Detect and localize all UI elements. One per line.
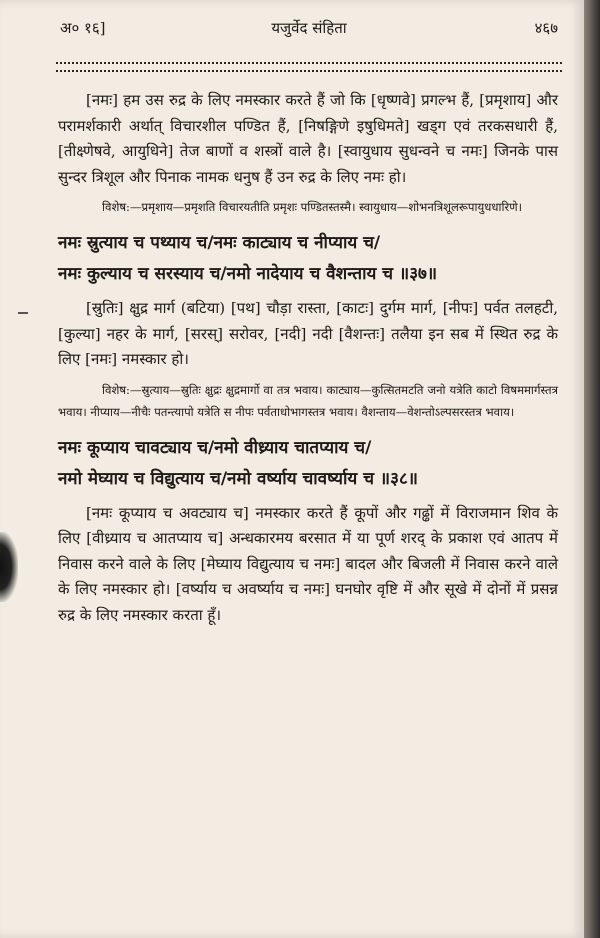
page-edge-shadow <box>584 0 600 938</box>
page-number: ४६७ <box>534 19 558 37</box>
chapter-number: अ० १६] <box>60 19 106 37</box>
verse-37-line-1: नमः स्रुत्याय च पथ्याय च/नमः काट्याय च नीप्याय च/ <box>58 233 381 253</box>
commentary-note-2: विशेष:—स्रुत्याय—स्रुतिः क्षुद्रः क्षुद्रमार्गो वा तत्र भवाय। काट्याय—कुत्सितमटति जनो यत्रेति काटो विषममार्गस्तत्र भवाय। नीप्याय—नीचैः पतन्त्यापो यत्रेति स नीपः पर्वताधोभागस्तत्र भवाय। वैशन्ताय—वेशन्तोऽल्पसरस्तत्र भवाय। <box>58 382 558 419</box>
translation-paragraph-1: [नमः] हम उस रुद्र के लिए नमस्कार करते हैं जो कि [धृष्णवे] प्रगल्भ हैं, [प्रमृशाय] और परामर्शकारी अर्थात् विचारशील पण्डित हैं, [निषङ्गिणे इषुधिमते] खड्ग एवं तरकसधारी हैं, [तीक्ष्णेषवे, आयुधिने] तेज बाणों व शस्त्रों वाले है। [स्वायुधाय सुधन्वने च नमः] जिनके पास सुन्दर त्रिशूल और पिनाक नामक धनुष हैं उन रुद्र के लिए नमः हो। <box>58 91 558 186</box>
verse-37-line-2: नमः कुल्याय च सरस्याय च/नमो नादेयाय च वैशन्ताय च ॥३७॥ <box>58 264 438 284</box>
verse-38-line-2: नमो मेघ्याय च विद्युत्याय च/नमो वर्ष्याय चावर्ष्याय च ॥३८॥ <box>58 468 418 489</box>
translation-paragraph-3: [नमः कूप्याय च अवट्याय च] नमस्कार करते हैं कूपों और गढ्ढों में विराजमान शिव के लिए [वीध्र्याय च आतप्याय च] अन्धकारमय बरसात में या पूर्ण शरद् के प्रकाश एवं आतप में निवास करने वाले के लिए [मेघ्याय विद्युत्याय च नमः] बादल और बिजली में निवास करने वाले के लिए नमस्कार हो। [वर्ष्याय च अवर्ष्याय च नमः] घनघोर वृष्टि में और सूखे में दोनों में प्रसन्न रुद्र के लिए नमस्कार करता हूँ। <box>58 503 558 624</box>
verse-37 <box>58 228 558 290</box>
ink-blot-mark <box>0 532 18 602</box>
commentary-note-1: विशेष:—प्रमृशाय—प्रमृशति विचारयतीति प्रमृशः पण्डितस्तस्मै। स्वायुधाय—शोभनत्रिशूलरूपायुधधारिणे। <box>102 200 523 214</box>
verse-38 <box>58 433 558 495</box>
translation-paragraph-2: [स्रुतिः] क्षुद्र मार्ग (बटिया) [पथ] चौड़ा रास्ता, [काटः] दुर्गम मार्ग, [नीपः] पर्वत तलहटी, [कुल्या] नहर के मार्ग, [सरस्] सरोवर, [नदी] नदी [वैशन्तः] तलैया इन सब में स्थित रुद्र के लिए [नमः] नमस्कार हो। <box>58 299 558 368</box>
verse-38-line-1: नमः कूप्याय चावट्याय च/नमो वीध्र्याय चातप्याय च/ <box>58 437 372 458</box>
margin-tick-mark <box>18 312 28 314</box>
book-title: यजुर्वेद संहिता <box>271 19 347 37</box>
header-rule <box>56 62 562 72</box>
running-head <box>60 18 558 44</box>
page-content <box>58 88 558 628</box>
